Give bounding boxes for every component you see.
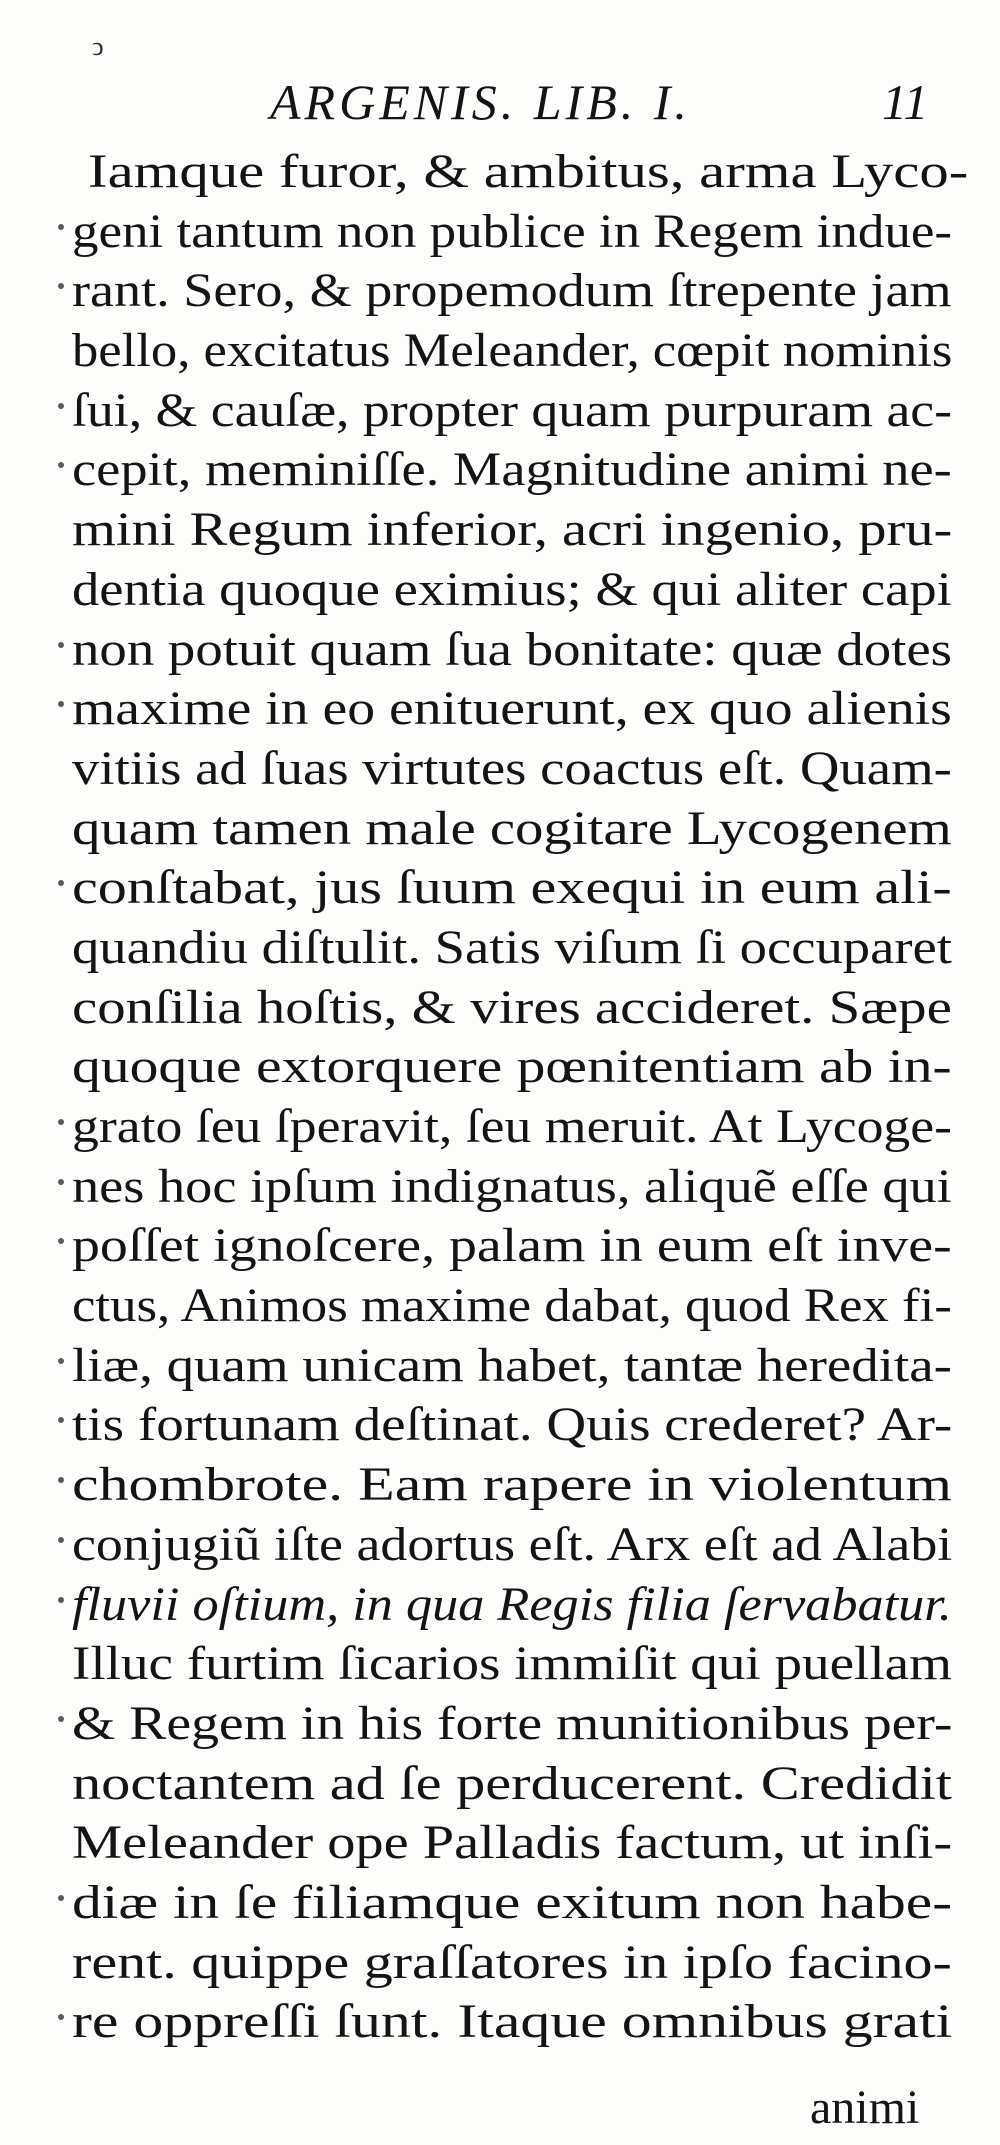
text-line bbox=[58, 1395, 958, 1455]
text-line-content: Meleander ope Palladis factum, ut inſi- bbox=[72, 1816, 953, 1870]
text-line-content: grato ſeu ſperavit, ſeu meruit. At Lycoge- bbox=[72, 1100, 953, 1153]
margin-dot-icon bbox=[58, 880, 64, 886]
text-line bbox=[58, 1634, 958, 1694]
text-line bbox=[58, 1455, 958, 1515]
text-line bbox=[58, 978, 958, 1038]
text-line-content: maxime in eo enituerunt, ex quo alienis bbox=[72, 682, 952, 736]
margin-dot-icon bbox=[58, 1597, 64, 1603]
text-line bbox=[58, 858, 958, 918]
text-line bbox=[58, 1336, 958, 1396]
text-line-content: rent. quippe graſſatores in ipſo facino- bbox=[72, 1935, 952, 1989]
text-line bbox=[58, 679, 958, 739]
text-line bbox=[58, 620, 958, 680]
text-line bbox=[58, 1873, 958, 1933]
corner-mark-icon: ↄ bbox=[92, 32, 104, 61]
text-line-content: noctantem ad ſe perducerent. Credidit bbox=[72, 1756, 953, 1810]
text-line-content: non potuit quam ſua bonitate: quæ dotes bbox=[72, 622, 953, 676]
margin-dot-icon bbox=[58, 1895, 64, 1901]
text-line bbox=[58, 381, 958, 441]
text-line-content: tis fortunam deſtinat. Quis crederet? Ar- bbox=[72, 1398, 953, 1452]
running-title: ARGENIS. LIB. I. bbox=[270, 74, 691, 130]
margin-dot-icon bbox=[58, 1119, 64, 1125]
text-line bbox=[58, 1754, 958, 1814]
text-line-content: quoque extorquere pœnitentiam ab in- bbox=[72, 1040, 952, 1094]
text-line bbox=[58, 1992, 958, 2052]
margin-dot-icon bbox=[58, 2014, 64, 2020]
text-line-content: poſſet ignoſcere, palam in eum eſt inve- bbox=[72, 1219, 952, 1273]
text-line bbox=[58, 918, 958, 978]
text-line bbox=[58, 560, 958, 620]
text-line-content: dentia quoque eximius; & qui aliter capi bbox=[72, 562, 952, 616]
text-line bbox=[58, 1276, 958, 1336]
text-line bbox=[58, 1813, 958, 1873]
text-line bbox=[58, 440, 958, 500]
text-line-content: cepit, meminiſſe. Magnitudine animi ne- bbox=[72, 443, 952, 497]
text-line-content: fluvii oſtium, in qua Regis filia ſervabatur. bbox=[72, 1577, 952, 1631]
margin-dot-icon bbox=[58, 462, 64, 468]
margin-dot-icon bbox=[58, 283, 64, 289]
text-line-content: nes hoc ipſum indignatus, aliquẽ eſſe qui bbox=[72, 1159, 952, 1213]
text-line-content: conſtabat, jus ſuum exequi in eum ali- bbox=[72, 861, 952, 915]
text-line-content: liæ, quam unicam habet, tantæ hereditа- bbox=[72, 1338, 952, 1392]
text-line-content: rant. Sero, & propemodum ſtrepente jam bbox=[72, 264, 952, 318]
text-line-content: mini Regum inferior, acri ingenio, pru- bbox=[72, 503, 953, 557]
margin-dot-icon bbox=[58, 642, 64, 648]
page-number: 11 bbox=[882, 74, 929, 130]
text-line-content: ctus, Animos maxime dabat, quod Rex fi- bbox=[72, 1279, 952, 1333]
text-line bbox=[58, 1933, 958, 1993]
text-line bbox=[58, 321, 958, 381]
margin-dot-icon bbox=[58, 1477, 64, 1483]
text-line bbox=[58, 1037, 958, 1097]
margin-dot-icon bbox=[58, 403, 64, 409]
text-line-content: conſilia hoſtis, & vires accideret. Sæpe bbox=[72, 980, 952, 1034]
text-line bbox=[58, 1216, 958, 1276]
margin-dot-icon bbox=[58, 1537, 64, 1543]
catchword: animi bbox=[810, 2081, 920, 2134]
margin-dot-icon bbox=[58, 1358, 64, 1364]
text-line-content: Illuc furtim ſicarios immiſit qui puellam bbox=[72, 1637, 952, 1691]
text-line-content: & Regem in his forte munitionibus per- bbox=[72, 1696, 953, 1750]
margin-dot-icon bbox=[58, 1179, 64, 1185]
text-line-content: ſui, & cauſæ, propter quam purpuram ac- bbox=[72, 383, 953, 437]
text-line-content: quam tamen male cogitare Lycogenem bbox=[72, 801, 952, 855]
text-line-content: quandiu diſtulit. Satis viſum ſi occuparet bbox=[72, 920, 952, 974]
text-line bbox=[58, 1515, 958, 1575]
text-line-content: vitiis ad ſuas virtutes coactus eſt. Quam- bbox=[72, 741, 952, 795]
text-line bbox=[58, 1157, 958, 1217]
text-line bbox=[58, 202, 958, 262]
text-line bbox=[58, 799, 958, 859]
text-line bbox=[58, 739, 958, 799]
body-text bbox=[58, 142, 969, 2052]
margin-dot-icon bbox=[58, 1238, 64, 1244]
text-line-content: re oppreſſi ſunt. Itaque omnibus grati bbox=[72, 1995, 953, 2049]
text-line bbox=[58, 1097, 958, 1157]
text-line bbox=[58, 142, 969, 202]
text-line bbox=[58, 500, 958, 560]
text-line-content: Iamque furor, & ambitus, arma Lyco- bbox=[88, 145, 969, 198]
text-line-content: conjugiũ iſte adortus eſt. Arx eſt ad Alabi bbox=[72, 1517, 953, 1571]
text-line bbox=[58, 1694, 958, 1754]
text-line-content: chombrote. Eam rapere in violentum bbox=[72, 1458, 952, 1512]
margin-dot-icon bbox=[58, 701, 64, 707]
text-line bbox=[58, 261, 958, 321]
text-line-content: diæ in ſe filiamque exitum non habe- bbox=[72, 1875, 953, 1929]
margin-dot-icon bbox=[58, 1417, 64, 1423]
text-line-content: bello, excitatus Meleander, cœpit nominis bbox=[72, 324, 953, 378]
margin-dot-icon bbox=[58, 1716, 64, 1722]
margin-dot-icon bbox=[58, 224, 64, 230]
text-line bbox=[58, 1575, 958, 1635]
text-line-content: geni tantum non publice in Regem indue- bbox=[72, 204, 953, 258]
